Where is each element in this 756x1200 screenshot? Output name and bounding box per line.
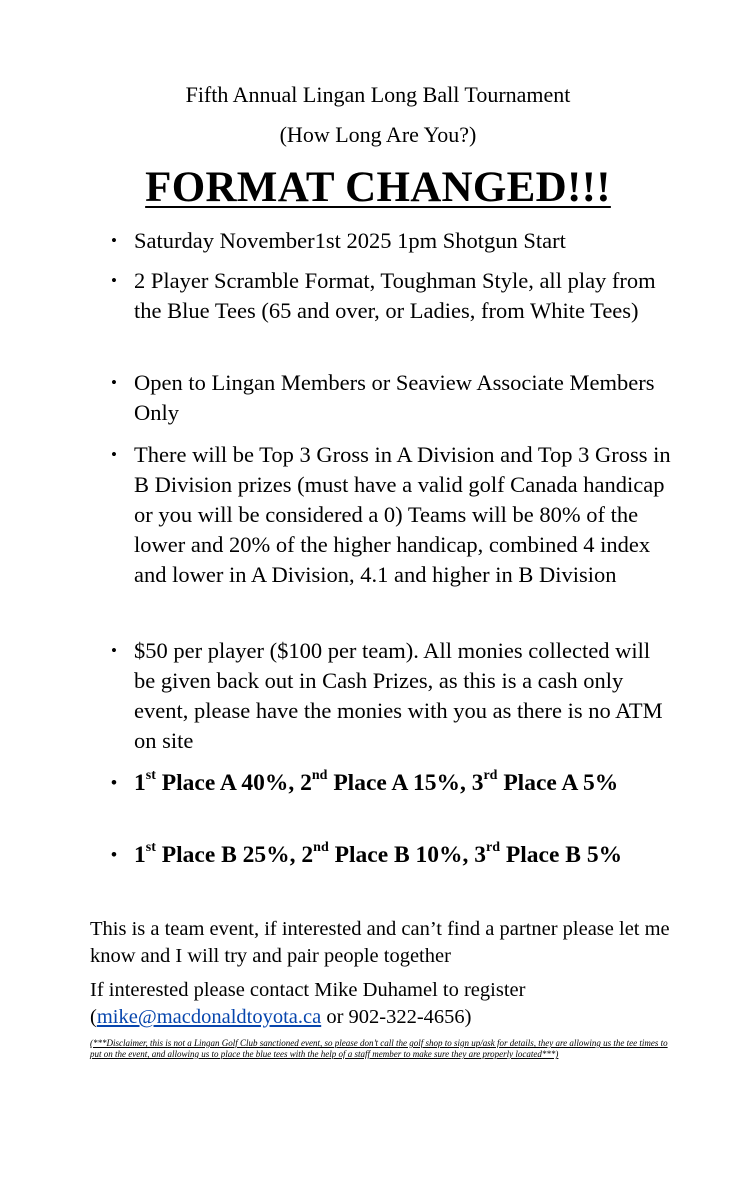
prize-text: Place A 5% [497, 770, 619, 796]
bullet-text-format: 2 Player Scramble Format, Toughman Style, all play from the Blue Tees (65 and over, or Ladies, from White Tees) [134, 268, 656, 323]
phone-text: or 902-322-4656) [321, 1006, 472, 1028]
contact-info [90, 977, 680, 1031]
bullet-icon: • [111, 773, 117, 792]
place-number: 1 [134, 842, 146, 868]
place-number: 2 [301, 842, 314, 868]
list-item [111, 768, 671, 798]
prize-text: Place B 10%, [328, 842, 475, 868]
bullet-text-eligibility: Open to Lingan Members or Seaview Associate Members Only [134, 370, 655, 425]
bullet-icon: • [111, 445, 117, 464]
ordinal-suffix: rd [486, 840, 501, 856]
prizes-division-a [111, 768, 671, 798]
bullet-icon: • [111, 845, 117, 864]
bullet-icon: • [111, 373, 117, 392]
event-subtitle: (How Long Are You?) [279, 122, 477, 147]
list-item [111, 368, 671, 428]
list-item [111, 266, 671, 326]
bullet-icon: • [111, 641, 117, 660]
list-item [111, 440, 671, 590]
bullet-icon: • [111, 231, 117, 250]
prize-text: Place B 5% [500, 842, 623, 868]
ordinal-suffix: rd [483, 768, 498, 784]
bullet-text-divisions: There will be Top 3 Gross in A Division and Top 3 Gross in B Division prizes (must have a valid golf Canada handicap or you will be considered a 0) Teams will be 80% of the lower and 20% of the higher handicap, combined 4 index and lower in A Division, 4.1 and higher in B Division [134, 442, 671, 587]
prize-text: Place B 25%, [155, 842, 302, 868]
bullet-text-entry-fee: $50 per player ($100 per team). All monies collected will be given back out in Cash Prizes, as this is a cash only event, please have the monies with you as there is no ATM on site [134, 638, 663, 753]
disclaimer-text: (***Disclaimer, this is not a Lingan Golf Club sanctioned event, so please don’t call the golf shop to sign up/ask for details, they are allowing us the tee times to put on the event, and allowing us to place the blue tees with the help of a staff member to make sure they are properly located***) [90, 1038, 668, 1059]
bullet-icon: • [111, 271, 117, 290]
ordinal-suffix: st [145, 768, 156, 784]
open-paren: ( [90, 1006, 97, 1028]
event-title: Fifth Annual Lingan Long Ball Tournament [185, 82, 571, 107]
place-number: 2 [300, 770, 312, 796]
prize-text: Place A 15%, [327, 770, 472, 796]
place-number: 3 [471, 770, 484, 796]
bullet-text-date: Saturday November1st 2025 1pm Shotgun Start [134, 228, 566, 253]
format-changed-headline: FORMAT CHANGED!!! [145, 164, 611, 211]
prizes-division-b [111, 840, 671, 870]
list-item [111, 840, 671, 870]
list-item [111, 636, 671, 756]
team-event-note: This is a team event, if interested and can’t find a partner please let me know and I will try and pair people together [90, 918, 670, 967]
email-link[interactable]: mike@macdonaldtoyota.ca [96, 1006, 322, 1028]
ordinal-suffix: st [145, 840, 156, 856]
place-number: 3 [474, 842, 487, 868]
ordinal-suffix: nd [313, 840, 329, 856]
ordinal-suffix: nd [311, 768, 328, 784]
contact-intro: If interested please contact Mike Duhamel to register [90, 979, 526, 1001]
list-item [111, 226, 671, 256]
place-number: 1 [134, 770, 146, 796]
prize-text: Place A 40%, [155, 770, 301, 796]
